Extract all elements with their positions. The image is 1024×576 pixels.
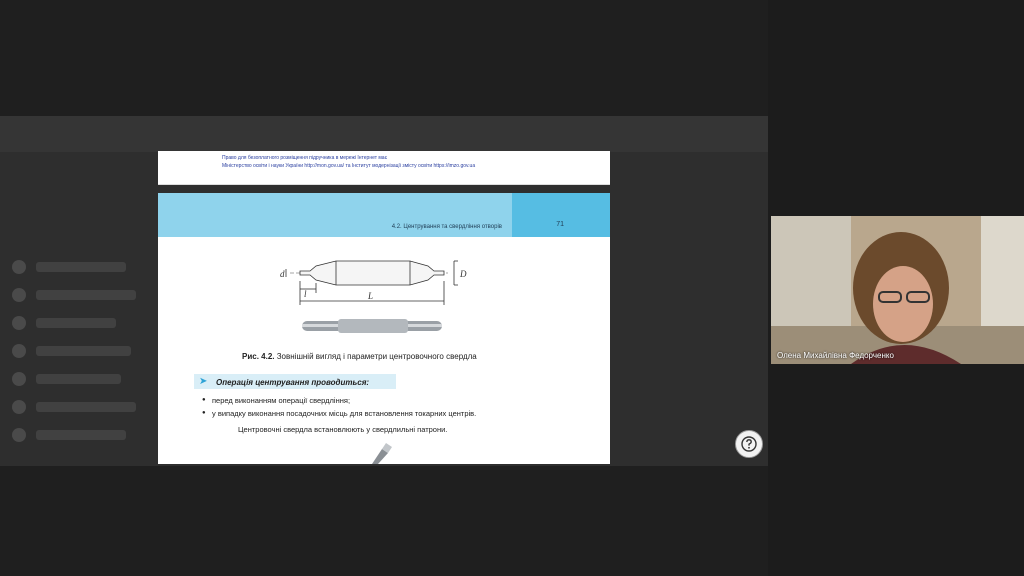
blurred-sidebar-item	[36, 318, 116, 328]
page-number: 71	[556, 221, 564, 228]
arrow-right-icon: ➤	[199, 376, 208, 387]
blurred-sidebar-icon	[12, 260, 26, 274]
blurred-sidebar-item	[36, 374, 121, 384]
participant-avatar	[771, 216, 1024, 364]
blurred-sidebar-item	[36, 402, 136, 412]
blurred-sidebar-item	[36, 290, 136, 300]
blurred-sidebar-icon	[12, 400, 26, 414]
note-text: Центровочні свердла встановлюють у свердлильні патрони.	[238, 425, 448, 434]
blurred-sidebar-icon	[12, 428, 26, 442]
textbook-page	[158, 151, 610, 464]
bullet-item: ● у випадку виконання посадочних місць для встановлення токарних центрів.	[212, 409, 476, 418]
blurred-sidebar-item	[36, 262, 126, 272]
participant-video[interactable]	[771, 216, 1024, 364]
blurred-sidebar-icon	[12, 344, 26, 358]
blurred-sidebar-icon	[12, 288, 26, 302]
caption-label: Рис. 4.2.	[242, 352, 275, 361]
help-button[interactable]	[735, 430, 763, 458]
shared-screen-toolbar	[0, 116, 768, 152]
question-icon	[741, 436, 757, 452]
page-gap	[158, 185, 610, 193]
blurred-sidebar-item	[36, 346, 131, 356]
caption-text: Зовнішній вигляд і параметри центровочного свердла	[274, 352, 477, 361]
blurred-sidebar-icon	[12, 372, 26, 386]
figure-label-d: d	[280, 269, 285, 279]
blurred-sidebar-icon	[12, 316, 26, 330]
section-banner	[158, 193, 610, 237]
figure-label-L: L	[368, 291, 374, 301]
page-header	[158, 151, 610, 185]
drill-photo	[302, 319, 442, 333]
participant-name: Олена Михайлівна Федорченко	[777, 351, 894, 360]
operation-title: Операція центрування проводиться:	[216, 378, 370, 387]
header-line-2: Міністерство освіти і науки України http://mon.gov.ua/ та Інститут модернізації змісту освіти https://imzo.gov.ua	[222, 163, 476, 169]
page-number-box	[512, 193, 610, 237]
blurred-sidebar-item	[36, 430, 126, 440]
figure-label-D: D	[460, 269, 467, 279]
header-line-1: Право для безоплатного розміщення підручника в мережі Інтернет має	[222, 155, 388, 161]
figure-caption	[242, 352, 477, 361]
section-title: 4.2. Центрування та свердління отворів	[391, 224, 502, 230]
drill-chuck-illustration	[368, 441, 398, 464]
bullet-item: ● перед виконанням операції свердління;	[212, 396, 350, 405]
drill-figure	[278, 255, 478, 347]
figure-label-l: l	[304, 289, 307, 299]
